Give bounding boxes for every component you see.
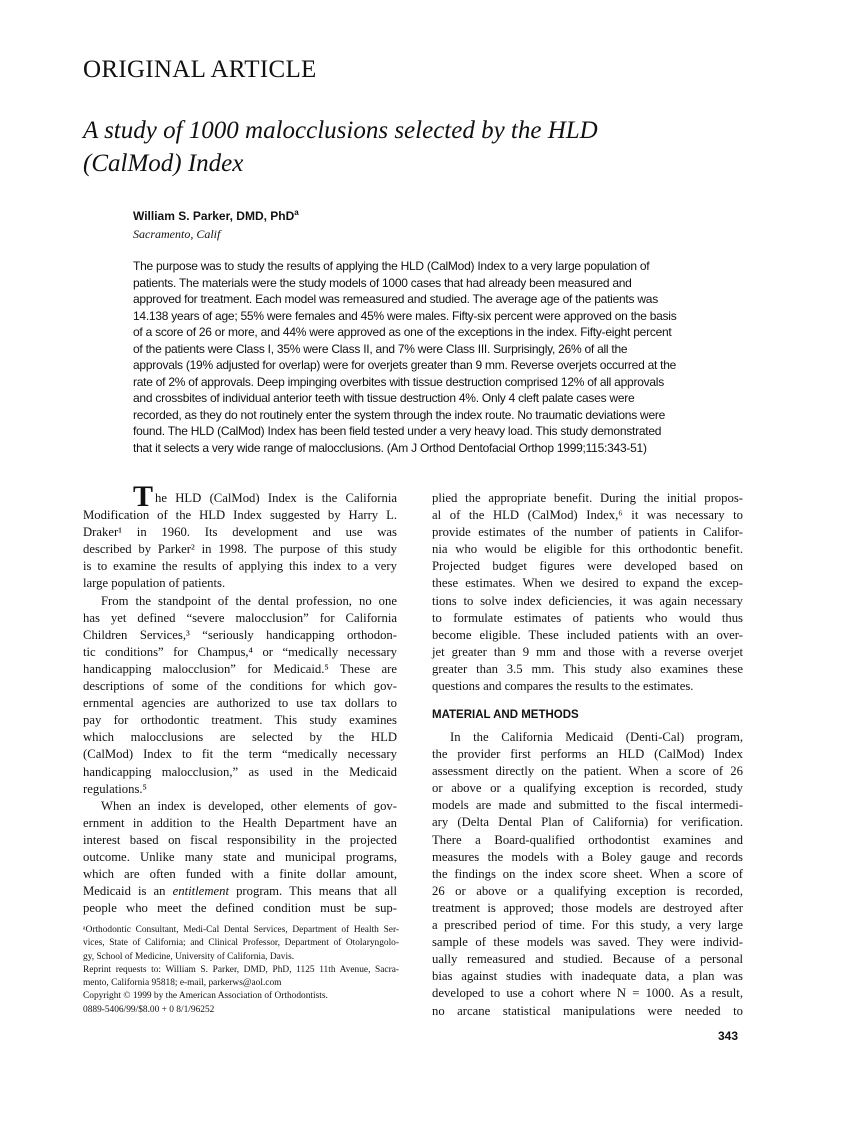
section-heading-methods: MATERIAL AND METHODS bbox=[432, 709, 579, 721]
text-line: There a Board-qualified orthodontist examines and bbox=[432, 832, 743, 847]
text-line: described by Parker² in 1998. The purpose of this study bbox=[83, 542, 397, 557]
abstract-line: The purpose was to study the results of applying the HLD (CalMod) Index to a very large population of bbox=[133, 259, 650, 273]
abstract-line: rate of 2% of approvals. Deep impinging overbites with tissue destruction comprised 12% of all approvals bbox=[133, 374, 664, 389]
article-title bbox=[83, 114, 703, 180]
text-line: bias against studies with inadequate data, a plan was bbox=[432, 969, 743, 984]
author-name bbox=[133, 208, 299, 223]
text-line: From the standpoint of the dental profession, no one bbox=[101, 593, 397, 608]
body-right-column-top bbox=[432, 490, 743, 695]
paragraph bbox=[432, 490, 743, 695]
text-line: plied the appropriate benefit. During the initial propos- bbox=[432, 491, 743, 505]
footnote-line: ᵃOrthodontic Consultant, Medi-Cal Dental Services, Department of Health Ser- bbox=[83, 925, 399, 935]
body-left-column bbox=[83, 480, 397, 917]
footnotes bbox=[83, 924, 399, 1017]
text-line: ernment in addition to the Health Department have an bbox=[83, 815, 397, 830]
text-line bbox=[83, 883, 397, 900]
paragraph bbox=[83, 593, 397, 798]
text-line: 26 or above or a qualifying exception is recorded, bbox=[432, 883, 743, 898]
text-line: ually remeasured and studied. Because of a personal bbox=[432, 952, 743, 967]
text-line: descriptions of some of the conditions for which gov- bbox=[83, 679, 397, 694]
abstract-line: recorded, as they do not routinely enter the system through the index route. No traumatic deviations were bbox=[133, 407, 666, 422]
paragraph bbox=[83, 490, 397, 593]
text-line: pay for orthodontic treatment. This study examines bbox=[83, 713, 397, 728]
text-line: the findings on the index score sheet. When a score of bbox=[432, 866, 743, 881]
text-line: interest based on fiscal responsibility in the projected bbox=[83, 832, 397, 847]
title-line: A study of 1000 malocclusions selected by the HLD bbox=[83, 117, 598, 144]
text-segment: Medicaid is an bbox=[83, 884, 173, 899]
text-line: nia who would be eligible for this orthodontic benefit. bbox=[432, 542, 743, 557]
text-line: questions and compares the results to the estimates. bbox=[432, 679, 694, 694]
abstract-line: of the patients were Class I, 35% were Class II, and 7% were Class III. Surprisingly, 26% of all the bbox=[133, 341, 628, 356]
text-line: models are made and submitted to the fiscal intermedi- bbox=[432, 798, 743, 813]
text-line: provide estimates of the number of patients in Califor- bbox=[432, 525, 743, 540]
text-line: people who meet the defined condition must be sup- bbox=[83, 901, 397, 916]
paragraph bbox=[83, 798, 397, 918]
text-line: ernmental agencies are authorized to use tax dollars to bbox=[83, 696, 397, 711]
emphasis: entitlement bbox=[172, 884, 229, 899]
text-line: the provider first performs an HLD (CalMod) Index bbox=[432, 747, 743, 762]
page-number: 343 bbox=[718, 1029, 739, 1043]
abstract-line: approvals (19% adjusted for overlap) were for overjets greater than 9 mm. Reverse overjets occurred at the bbox=[133, 358, 677, 372]
text-line: greater than 3.5 mm. This study also examines these bbox=[432, 661, 743, 676]
footnote-line: Copyright © 1999 by the American Association of Orthodontists. bbox=[83, 991, 328, 1002]
footnote-line: vices, State of California; and Clinical Professor, Department of Otolaryngolo- bbox=[83, 938, 399, 949]
body-right-column-methods bbox=[432, 729, 743, 1020]
text-line: In the California Medicaid (Denti-Cal) program, bbox=[450, 730, 743, 744]
abstract bbox=[133, 258, 743, 456]
text-line: measures the models with a Boley gauge and records bbox=[432, 849, 743, 864]
text-line: jet greater than 9 mm and those with a reverse overjet bbox=[432, 644, 743, 659]
text-line: regulations.⁵ bbox=[83, 781, 147, 796]
author-name-text: William S. Parker, DMD, PhD bbox=[133, 209, 295, 223]
footnote-line: 0889-5406/99/$8.00 + 0 8/1/96252 bbox=[83, 1004, 215, 1015]
text-line: ary (Delta Dental Plan of California) for verification. bbox=[432, 815, 743, 830]
text-line: he HLD (CalMod) Index is the California bbox=[155, 491, 397, 505]
text-line: which are often funded with a finite dollar amount, bbox=[83, 867, 397, 882]
text-line: sample of these models was saved. They were individ- bbox=[432, 935, 743, 950]
text-line: developed to use a cohort where N = 1000. As a result, bbox=[432, 986, 743, 1001]
title-line: (CalMod) Index bbox=[83, 150, 244, 177]
abstract-line: found. The HLD (CalMod) Index has been field tested under a very heavy load. This study demonstrated bbox=[133, 424, 662, 438]
abstract-line: and crossbites of individual anterior teeth with tissue destruction 4%. Only 4 cleft palate cases were bbox=[133, 391, 635, 405]
section-label: ORIGINAL ARTICLE bbox=[83, 56, 317, 83]
footnote bbox=[83, 924, 399, 964]
text-line: has yet defined “severe malocclusion” for California bbox=[83, 610, 397, 625]
footnote-line: Reprint requests to: William S. Parker, DMD, PhD, 1125 11th Avenue, Sacra- bbox=[83, 964, 399, 975]
text-line: large population of patients. bbox=[83, 576, 226, 591]
text-line: al of the HLD (CalMod) Index,⁶ it was necessary to bbox=[432, 508, 743, 523]
text-line: handicapping malocclusion” for Medicaid.⁵ These are bbox=[83, 661, 397, 676]
text-line: Draker¹ in 1960. Its development and use was bbox=[83, 525, 397, 540]
text-line: which malocclusions are selected by the HLD bbox=[83, 730, 397, 745]
footnote bbox=[83, 990, 399, 1003]
author-footnote-marker: a bbox=[294, 208, 299, 217]
text-line: assessment directly on the patient. When a score of 26 bbox=[432, 764, 743, 779]
text-line: handicapping malocclusion,” as used in the Medicaid bbox=[83, 764, 397, 779]
paragraph bbox=[432, 729, 743, 1020]
drop-cap: T bbox=[133, 480, 154, 513]
abstract-line: patients. The materials were the study models of 1000 cases that had already been measured and bbox=[133, 275, 632, 290]
abstract-line: approved for treatment. Each model was remeasured and studied. The average age of the patients was bbox=[133, 292, 658, 306]
text-line: is to examine the results of applying this index to a very bbox=[83, 559, 397, 574]
text-line: to formulate estimates of patients who would thus bbox=[432, 610, 743, 625]
text-line: no arcane statistical manipulations were needed to bbox=[432, 1003, 743, 1018]
text-line: a prescribed period of time. For this study, a very large bbox=[432, 918, 743, 933]
footnote bbox=[83, 964, 399, 991]
text-line: tions to solve index deficiencies, it was again necessary bbox=[432, 593, 743, 608]
footnote-line: gy, School of Medicine, University of California, Davis. bbox=[83, 951, 295, 962]
text-line: treatment is approved; those models are destroyed after bbox=[432, 900, 743, 915]
text-line: Modification of the HLD Index suggested by Harry L. bbox=[83, 508, 397, 523]
footnote-line: mento, California 95818; e-mail, parkerws@aol.com bbox=[83, 978, 282, 989]
abstract-line: of a score of 26 or more, and 44% were approved as one of the exceptions in the index. Fifty-eight percent bbox=[133, 325, 672, 339]
text-line: (CalMod) Index to fit the term “medically necessary bbox=[83, 747, 397, 762]
text-line: tic conditions” for Champus,⁴ or “medically necessary bbox=[83, 644, 397, 659]
text-line: become eligible. These included patients with an over- bbox=[432, 627, 743, 642]
text-line: or above or a qualifying exception is recorded, study bbox=[432, 781, 743, 796]
text-line: these estimates. When we desired to expand the excep- bbox=[432, 576, 743, 591]
text-line: outcome. Unlike many state and municipal programs, bbox=[83, 849, 397, 864]
abstract-line: 14.138 years of age; 55% were females and 45% were males. Fifty-six percent were approved on the basis bbox=[133, 308, 677, 323]
author-affiliation: Sacramento, Calif bbox=[133, 227, 221, 241]
footnote bbox=[83, 1004, 399, 1017]
text-line: Projected budget figures were developed based on bbox=[432, 559, 743, 574]
text-line: Children Services,³ “seriously handicapping orthodon- bbox=[83, 627, 397, 642]
text-line: When an index is developed, other elements of gov- bbox=[101, 798, 397, 813]
text-segment: program. This means that all bbox=[228, 884, 397, 899]
abstract-line: that it selects a very wide range of malocclusions. (Am J Orthod Dentofacial Orthop 1999;115:343-51) bbox=[133, 440, 647, 455]
